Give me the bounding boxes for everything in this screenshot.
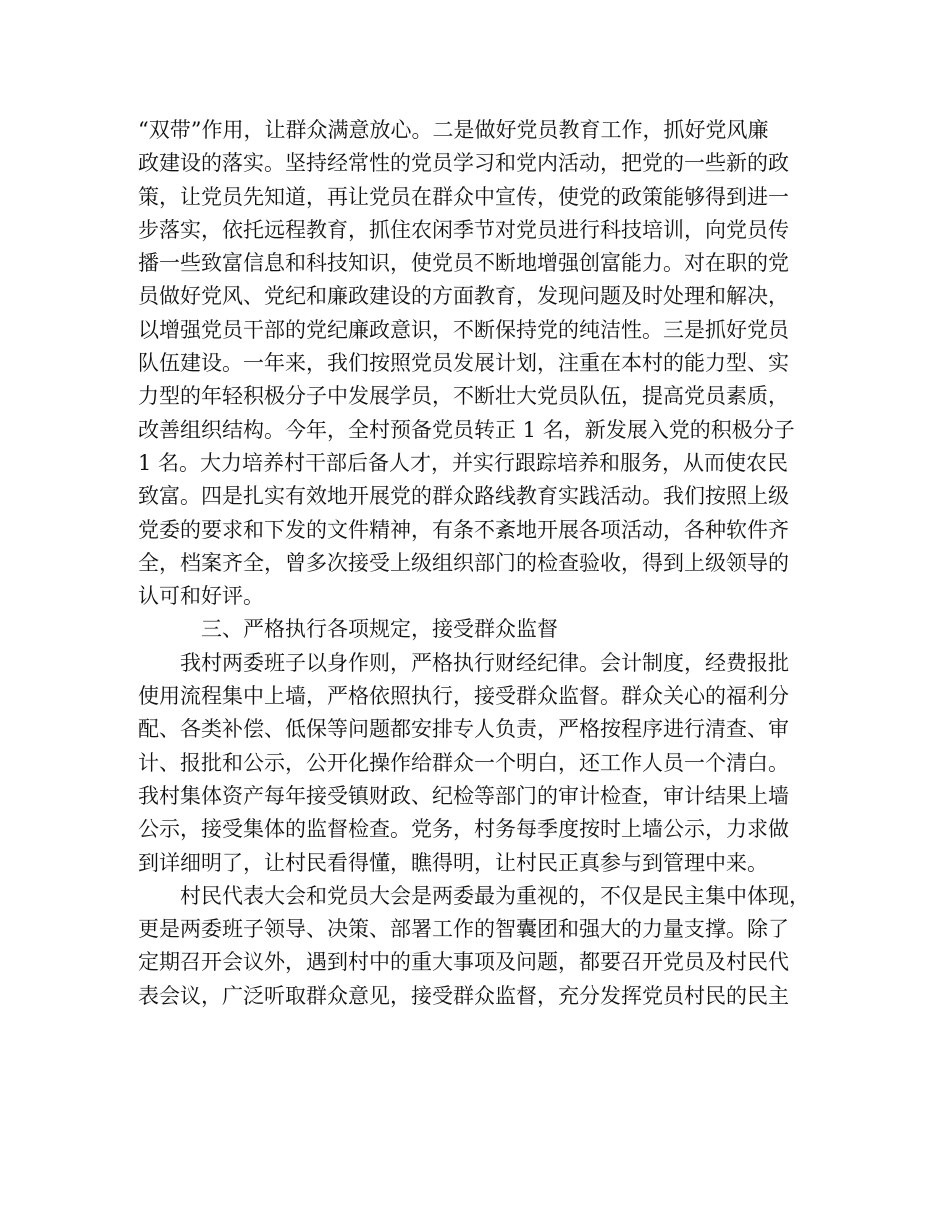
text-line: 员做好党风、党纪和廉政建设的方面教育，发现问题及时处理和解决， <box>138 284 789 309</box>
text-line: 全，档案齐全，曾多次接受上级组织部门的检查验收，得到上级领导的 <box>138 550 789 575</box>
text-line: 播一些致富信息和科技知识，使党员不断地增强创富能力。对在职的党 <box>138 251 789 276</box>
text-line: 计、报批和公示，公开化操作给群众一个明白，还工作人员一个清白。 <box>138 750 789 775</box>
text-line: 政建设的落实。坚持经常性的党员学习和党内活动，把党的一些新的政 <box>138 151 789 176</box>
text-line: 致富。四是扎实有效地开展党的群众路线教育实践活动。我们按照上级 <box>138 484 789 509</box>
text-line: 认可和好评。 <box>138 584 264 609</box>
paragraph-first-line: 村民代表大会和党员大会是两委最为重视的，不仅是民主集中体现， <box>180 883 810 908</box>
text-line: 表会议，广泛听取群众意见，接受群众监督，充分发挥党员村民的民主 <box>138 983 789 1008</box>
text-line: 队伍建设。一年来，我们按照党员发展计划，注重在本村的能力型、实 <box>138 351 789 376</box>
text-line: 公示，接受集体的监督检查。党务，村务每季度按时上墙公示，力求做 <box>138 817 789 842</box>
text-line: 更是两委班子领导、决策、部署工作的智囊团和强大的力量支撑。除了 <box>138 917 789 942</box>
text-line: 策，让党员先知道，再让党员在群众中宣传，使党的政策能够得到进一 <box>138 184 789 209</box>
text-line: 改善组织结构。今年，全村预备党员转正 1 名，新发展入党的积极分子 <box>138 417 795 442</box>
text-line: 定期召开会议外，遇到村中的重大事项及问题，都要召开党员及村民代 <box>138 950 789 975</box>
text-line: 1 名。大力培养村干部后备人才，并实行跟踪培养和服务，从而使农民 <box>138 450 789 475</box>
text-line: 党委的要求和下发的文件精神，有条不紊地开展各项活动，各种软件齐 <box>138 517 789 542</box>
text-line: 步落实，依托远程教育，抓住农闲季节对党员进行科技培训，向党员传 <box>138 217 789 242</box>
document-page <box>138 114 824 1013</box>
text-line: 使用流程集中上墙，严格依照执行，接受群众监督。群众关心的福利分 <box>138 684 789 709</box>
paragraph-first-line: 我村两委班子以身作则，严格执行财经纪律。会计制度，经费报批 <box>180 650 789 675</box>
section-heading: 三、严格执行各项规定，接受群众监督 <box>201 617 558 642</box>
text-line: 以增强党员干部的党纪廉政意识，不断保持党的纯洁性。三是抓好党员 <box>138 317 789 342</box>
text-line: 我村集体资产每年接受镇财政、纪检等部门的审计检查，审计结果上墙 <box>138 783 789 808</box>
text-line: 到详细明了，让村民看得懂，瞧得明，让村民正真参与到管理中来。 <box>138 850 768 875</box>
text-line: 力型的年轻积极分子中发展学员，不断壮大党员队伍，提高党员素质， <box>138 384 789 409</box>
text-line: 配、各类补偿、低保等问题都安排专人负责，严格按程序进行清查、审 <box>138 717 789 742</box>
text-line: “双带”作用，让群众满意放心。二是做好党员教育工作，抓好党风廉 <box>138 118 769 142</box>
